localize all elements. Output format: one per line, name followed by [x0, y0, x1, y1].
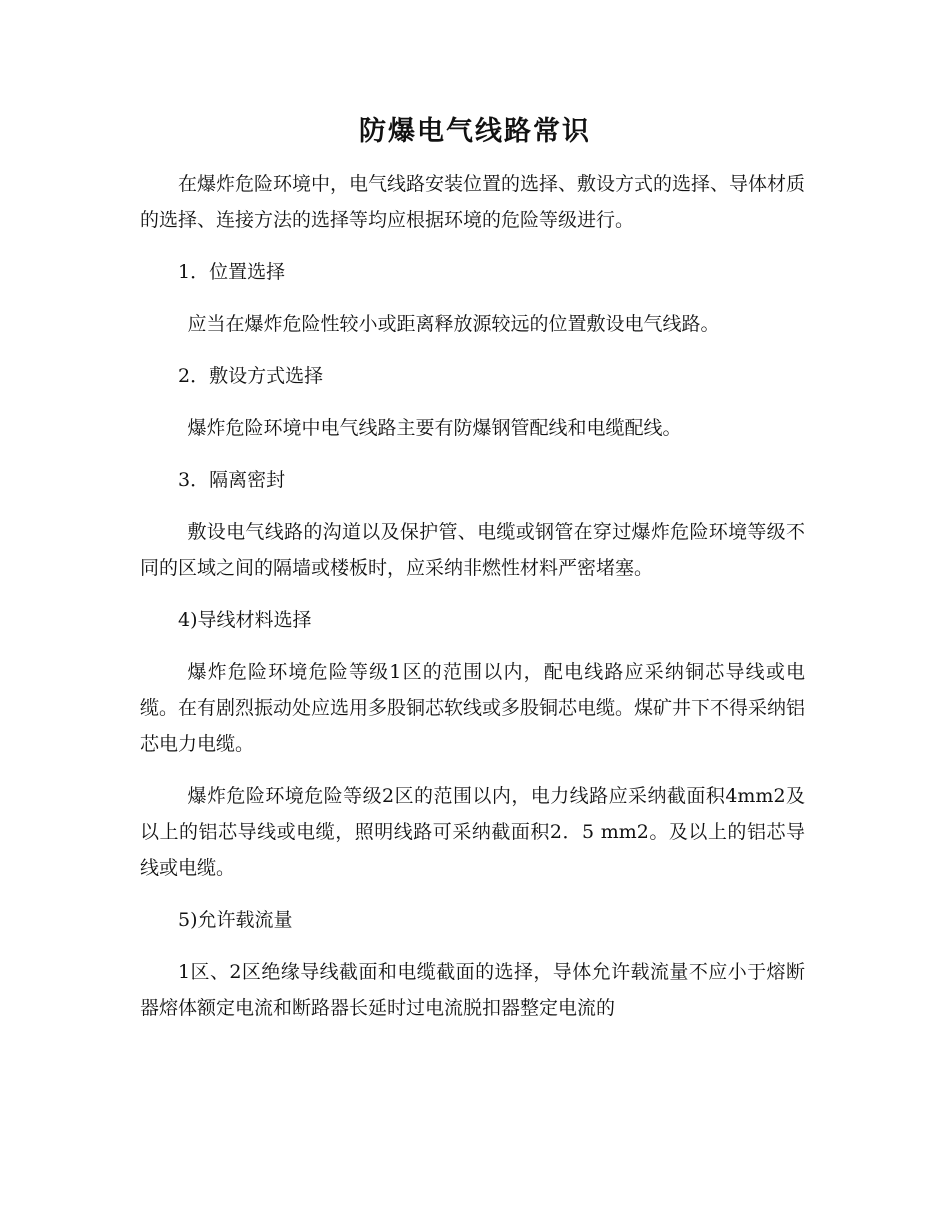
section-paragraph-material-2: 爆炸危险环境危险等级2区的范围以内，电力线路应采纳截面积4mm2及以上的铝芯导线或电缆，照明线路可采纳截面积2．5 mm2。及以上的铝芯导线或电缆。: [140, 785, 805, 879]
section-heading-current: 5)允许载流量: [178, 909, 293, 931]
section-paragraph-sealing: 敷设电气线路的沟道以及保护管、电缆或钢管在穿过爆炸危险环境等级不同的区域之间的隔墙或楼板时，应采纳非燃性材料严密堵塞。: [140, 521, 805, 579]
section-heading-sealing: 3．隔离密封: [178, 469, 286, 491]
section-paragraph-current: 1区、2区绝缘导线截面和电缆截面的选择，导体允许载流量不应小于熔断器熔体额定电流和断路器长延时过电流脱扣器整定电流的: [140, 961, 805, 1019]
section-paragraph-laying: 爆炸危险环境中电气线路主要有防爆钢管配线和电缆配线。: [187, 417, 682, 439]
intro-paragraph: 在爆炸危险环境中，电气线路安装位置的选择、敷设方式的选择、导体材质的选择、连接方法的选择等均应根据环境的危险等级进行。: [140, 173, 806, 231]
document-title: 防爆电气线路常识: [359, 116, 591, 147]
document-body: [140, 166, 805, 1026]
section-heading-position: 1．位置选择: [178, 261, 286, 283]
section-paragraph-material-1: 爆炸危险环境危险等级1区的范围以内，配电线路应采纳铜芯导线或电缆。在有剧烈振动处应选用多股铜芯软线或多股铜芯电缆。煤矿井下不得采纳铝芯电力电缆。: [140, 661, 806, 755]
section-paragraph-position: 应当在爆炸危险性较小或距离释放源较远的位置敷设电气线路。: [187, 313, 720, 335]
section-heading-material: 4)导线材料选择: [178, 609, 312, 631]
section-heading-laying: 2．敷设方式选择: [178, 365, 324, 387]
